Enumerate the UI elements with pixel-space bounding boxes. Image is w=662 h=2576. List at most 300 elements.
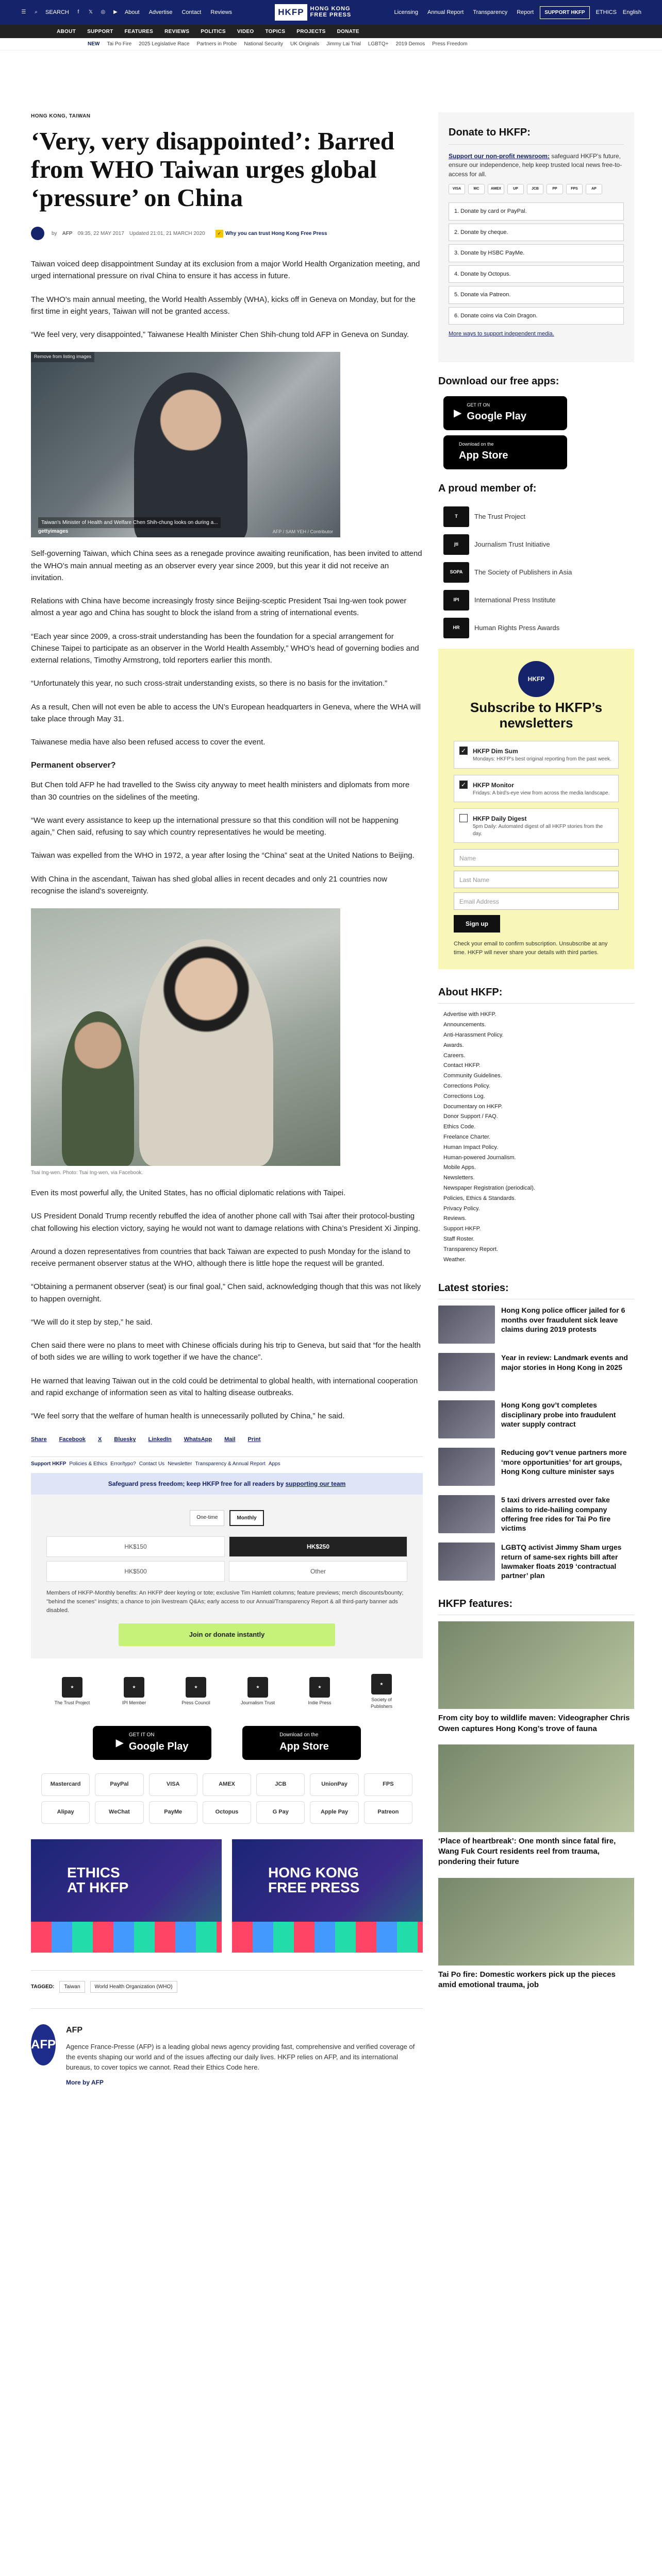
facebook-icon[interactable]: f (77, 9, 79, 15)
promo-1-line-2: AT HKFP (67, 1879, 129, 1895)
donate-option[interactable]: 1. Donate by card or PayPal. (449, 202, 624, 221)
top-bar-right (394, 6, 641, 19)
share-share[interactable]: Share (31, 1436, 47, 1443)
article-paragraph: Taiwanese media have also been refused access to cover the event. (31, 738, 266, 747)
feature-title[interactable]: Tai Po fire: Domestic workers pick up the pieces amid emotional trauma, job (438, 1970, 616, 1989)
about-link[interactable]: Weather. (443, 1256, 466, 1263)
badge-item[interactable] (175, 1677, 217, 1707)
advertise-link[interactable]: Advertise (148, 9, 173, 15)
freq-one-time[interactable]: One-time (190, 1510, 224, 1526)
logo-line-2: FREE PRESS (310, 12, 352, 18)
article-paragraph: Chen said there were no plans to meet with Chinese officials during his trip to Geneva, but said that “for the health of both sides we are willing to work together if we have the chance”. (31, 1341, 421, 1362)
about-link[interactable]: About (124, 9, 140, 15)
trending-item[interactable]: Tai Po Fire (107, 41, 132, 47)
latest-story[interactable] (438, 1448, 634, 1486)
promo-1-bar (31, 1922, 222, 1953)
newsletter-desc: 5pm Daily: Automated digest of all HKFP stories from the day. (473, 824, 603, 837)
byline-by: by (52, 230, 57, 236)
sidebar-as-small: Download on the (459, 441, 494, 447)
story-thumbnail (438, 1353, 495, 1391)
about-link[interactable]: Corrections Policy. (443, 1083, 490, 1090)
story-thumbnail (438, 1495, 495, 1533)
article-column (31, 112, 423, 2087)
about-link[interactable]: Human Impact Policy. (443, 1144, 499, 1150)
donate-options (449, 202, 624, 325)
share-facebook[interactable]: Facebook (59, 1436, 86, 1443)
member-name: Journalism Trust Initiative (474, 540, 550, 548)
badge-logo-icon: ★ (309, 1677, 330, 1698)
card-icon: VISA (449, 184, 465, 194)
youtube-icon[interactable]: ▶ (113, 9, 118, 15)
newsletter-name: HKFP Daily Digest (473, 815, 527, 823)
donate-option[interactable]: 3. Donate by HSBC PayMe. (449, 244, 624, 262)
story-thumbnail (438, 1400, 495, 1438)
about-link[interactable]: Awards. (443, 1042, 464, 1048)
donate-frequency (46, 1510, 407, 1526)
footer-link[interactable]: Policies & Ethics (69, 1461, 108, 1467)
about-link[interactable]: Reviews. (443, 1215, 467, 1222)
top-links-right (394, 8, 534, 17)
share-print[interactable]: Print (247, 1436, 261, 1443)
payment-logo: Patreon (364, 1801, 412, 1824)
payment-card-icons (449, 184, 624, 194)
google-play-icon: ▶ (115, 1737, 124, 1749)
payment-logo: G Pay (256, 1801, 305, 1824)
payment-logo: PayMe (149, 1801, 197, 1824)
article-paragraph: “Obtaining a permanent observer (seat) is our final goal,” Chen said, acknowledging though that this was not likely to happen overnight. (31, 1282, 421, 1303)
payment-logo: PayPal (95, 1773, 143, 1796)
member-item[interactable] (443, 534, 634, 555)
donate-title: Donate to HKFP: (449, 121, 624, 145)
promo-banners (31, 1839, 423, 1953)
payment-logo: WeChat (95, 1801, 143, 1824)
article-paragraph: But Chen told AFP he had travelled to the Swiss city anyway to meet health ministers and diplomats from more than 30 countries on the sidelines of the meeting. (31, 781, 410, 802)
nav-item-projects[interactable]: PROJECTS (296, 28, 326, 35)
story-title[interactable]: Hong Kong gov’t completes disciplinary probe into fraudulent water supply contract (501, 1401, 616, 1428)
card-icon: MC (468, 184, 485, 194)
figure-1 (31, 352, 423, 537)
payment-logo: Octopus (203, 1801, 251, 1824)
member-item[interactable] (443, 590, 634, 611)
join-donate-button[interactable]: Join or donate instantly (119, 1623, 335, 1646)
nav-item-donate[interactable]: DONATE (337, 28, 359, 35)
author-box-content (66, 2024, 423, 2087)
search-link[interactable]: SEARCH (45, 9, 69, 15)
donate-lead-link[interactable]: Support our non-profit newsroom: (449, 152, 550, 160)
newsletter-note: Check your email to confirm subscription. Unsubscribe at any time. HKFP will never share your details with third parties. (454, 941, 608, 956)
article-footer-links (31, 1456, 423, 1468)
badge-label: Indie Press (308, 1700, 332, 1706)
story-title[interactable]: Year in review: Landmark events and major stories in Hong Kong in 2025 (501, 1353, 628, 1371)
badge-item[interactable] (52, 1677, 93, 1707)
badge-logo-icon: ★ (247, 1677, 268, 1698)
article-paragraph: “We feel very, very disappointed,” Taiwanese Health Minister Chen Shih-chung told AFP in Geneva on Sunday. (31, 330, 409, 340)
badge-label: Journalism Trust (240, 1700, 275, 1706)
newsletter-checkbox[interactable]: ✓ (459, 781, 468, 789)
story-thumbnail (438, 1306, 495, 1344)
photo-subject-2 (139, 939, 273, 1166)
safeguard-banner (31, 1473, 423, 1495)
promo-2-line-2: FREE PRESS (268, 1879, 360, 1895)
promo-2-line-1: HONG KONG (268, 1864, 359, 1880)
about-link[interactable]: Policies, Ethics & Standards. (443, 1195, 516, 1201)
safeguard-link[interactable]: supporting our team (285, 1480, 346, 1487)
about-link[interactable]: Documentary on HKFP. (443, 1103, 503, 1110)
x-icon[interactable]: 𝕏 (88, 9, 93, 15)
promo-hkfp[interactable] (232, 1839, 423, 1953)
amount-250[interactable]: HK$250 (229, 1536, 407, 1557)
trending-item[interactable]: Partners in Probe (196, 41, 237, 47)
article-paragraph: US President Donald Trump recently rebuffed the idea of another phone call with Tsai after their protocol-busting chat following his election victory, saying he would not want to damage relations with China’s President Xi Jinping. (31, 1212, 420, 1233)
photo-inline-caption: Taiwan's Minister of Health and Welfare Chen Shih-chung looks on during a... (38, 517, 221, 528)
footer-link[interactable]: Contact Us (139, 1461, 165, 1467)
author-box-bio: Agence France-Presse (AFP) is a leading global news agency providing fast, comprehensive and verified coverage of the events shaping our world and of the issues affecting our daily lives. HKFP relies on AFP, and its international bureaus, to cover topics we cannot. Read their Ethics Code here. (66, 2042, 415, 2071)
share-mail[interactable]: Mail (224, 1436, 236, 1443)
story-thumbnail (438, 1543, 495, 1581)
newsletter-signup (438, 649, 634, 970)
share-links (31, 1435, 423, 1444)
licensing-link[interactable]: Licensing (394, 9, 419, 15)
latest-story[interactable] (438, 1353, 634, 1391)
newsletter-options (454, 741, 619, 843)
freq-monthly[interactable]: Monthly (229, 1510, 263, 1526)
tagged-row (31, 1970, 423, 1993)
badge-item[interactable] (361, 1674, 402, 1710)
newsletter-checkbox[interactable] (459, 814, 468, 822)
sidebar-as-label: App Store (459, 450, 508, 462)
feature-title[interactable]: ‘Place of heartbreak’: One month since fatal fire, Wang Fuk Court residents reel from trauma, pondering their future (438, 1836, 616, 1867)
tag-link[interactable]: World Health Organization (WHO) (90, 1981, 177, 1993)
newsletter-checkbox[interactable]: ✓ (459, 747, 468, 755)
byline (31, 230, 423, 238)
paragraphs-a (31, 258, 423, 341)
gp-label: Google Play (128, 1741, 189, 1753)
article-paragraph: “We want every assistance to keep up the international pressure so that this condition will not be happening again,” Chen said, refusing to say which country representatives he would be meeting. (31, 816, 399, 837)
badge-item[interactable] (237, 1677, 278, 1707)
promo-ethics[interactable] (31, 1839, 222, 1953)
member-name: The Society of Publishers in Asia (474, 568, 572, 576)
badge-item[interactable] (113, 1677, 155, 1707)
donate-benefits: Members of HKFP-Monthly benefits: An HKFP deer keyring or tote; exclusive Tim Hamlett columns; feature previews; merch discounts/bounty; "behind the scenes" insights; a chance to join livestream Q&As; early access to our Annual/Transparency Report & all third-party banner ads disabled. (46, 1589, 404, 1614)
updated-date: Updated 21:01, 21 MARCH 2020 (129, 230, 205, 236)
main-nav (0, 25, 662, 38)
payment-logo: FPS (364, 1773, 412, 1796)
trending-item[interactable]: Press Freedom (432, 41, 468, 47)
card-icon: AP (586, 184, 602, 194)
safeguard-text: Safeguard press freedom; keep HKFP free for all readers by (108, 1480, 286, 1487)
signup-button[interactable]: Sign up (454, 915, 500, 933)
nav-item-about[interactable]: ABOUT (57, 28, 76, 35)
google-play-button[interactable] (93, 1726, 211, 1760)
article-paragraph: As a result, Chen will not even be able to access the UN’s European headquarters in Geneva, where the WHA will take place through May 31. (31, 702, 421, 723)
photo-2-caption: Tsai Ing-wen. Photo: Tsai Ing-wen, via Facebook. (31, 1170, 143, 1176)
photo-subject (134, 372, 247, 537)
about-link[interactable]: Human-powered Journalism. (443, 1154, 516, 1161)
report-link[interactable]: Report (517, 9, 534, 15)
more-ways-link[interactable]: More ways to support independent media. (449, 331, 554, 337)
article-title: ‘Very, very disappointed’: Barred from WHO Taiwan urges global ‘pressure’ on China (31, 127, 395, 212)
share-x[interactable]: X (97, 1436, 102, 1443)
donate-option[interactable]: 5. Donate via Patreon. (449, 286, 624, 304)
published-date: 09:35, 22 MAY 2017 (77, 230, 124, 236)
story-title[interactable]: Reducing gov’t venue partners more ‘more opportunities’ for art groups, Hong Kong culture minister says (501, 1448, 627, 1476)
figure-2 (31, 908, 423, 1177)
logo-mark: HKFP (275, 4, 307, 21)
card-icon: AMEX (488, 184, 504, 194)
badge-logo-icon: ★ (186, 1677, 206, 1698)
about-link[interactable]: Advertise with HKFP. (443, 1011, 496, 1018)
site-logo[interactable] (275, 4, 351, 21)
trending-label: NEW (88, 41, 100, 47)
donate-option[interactable]: 6. Donate coins via Coin Dragon. (449, 307, 624, 325)
paragraphs-d (31, 1187, 423, 1422)
article-paragraph: With China in the ascendant, Taiwan has shed global allies in recent decades and only 21 countries now recognise the island’s sovereignty. (31, 874, 387, 895)
footer-link[interactable]: Transparency & Annual Report (195, 1461, 266, 1467)
article-category[interactable]: HONG KONG, TAIWAN (31, 113, 91, 119)
features-title: HKFP features: (438, 1596, 634, 1615)
feature-image[interactable] (438, 1744, 634, 1832)
about-link[interactable]: Privacy Policy. (443, 1205, 480, 1212)
feature-image[interactable] (438, 1878, 634, 1965)
author-box-avatar[interactable]: AFP (31, 2024, 56, 2065)
app-store-button[interactable] (242, 1726, 361, 1760)
payment-logo: VISA (149, 1773, 197, 1796)
about-link[interactable]: Staff Roster. (443, 1235, 475, 1242)
share-bluesky[interactable]: Bluesky (114, 1436, 136, 1443)
promo-2-bar (232, 1922, 423, 1953)
member-list (438, 506, 634, 638)
trending-item[interactable]: LGBTQ+ (368, 41, 389, 47)
footer-link[interactable]: Newsletter (168, 1461, 192, 1467)
article-paragraph: Taiwan voiced deep disappointment Sunday at its exclusion from a major World Health Organization meeting, and urged international pressure on rival China to ensure it has access in future. (31, 260, 420, 281)
paragraphs-c (31, 779, 423, 897)
footer-link[interactable]: Apps (268, 1461, 280, 1467)
trust-text: Why you can trust Hong Kong Free Press (225, 230, 327, 236)
article-paragraph: Around a dozen representatives from countries that back Taiwan are expected to push Monday for the island to receive permanent observer status at the WHO, although there is little hope the request will be granted. (31, 1247, 410, 1268)
donate-text: safeguard HKFP’s future, ensure our independence, help keep trusted local news free-to-access for all. (449, 152, 622, 178)
trending-item[interactable]: National Security (244, 41, 283, 47)
about-link[interactable]: Freelance Charter. (443, 1134, 491, 1141)
nav-item-support[interactable]: SUPPORT (87, 28, 113, 35)
latest-story[interactable] (438, 1543, 634, 1581)
tagged-label: TAGGED: (31, 1984, 55, 1990)
top-bar-left (21, 8, 232, 17)
amount-other[interactable]: Other (229, 1561, 407, 1582)
ethics-link[interactable]: ETHICS (595, 9, 617, 15)
about-list (438, 1010, 634, 1265)
badge-item[interactable] (299, 1677, 340, 1707)
nav-item-topics[interactable]: TOPICS (265, 28, 286, 35)
badge-logo-icon: ★ (62, 1677, 82, 1698)
photo-chen-shih-chung (31, 352, 340, 537)
about-title: About HKFP: (438, 985, 634, 1004)
tag-link[interactable]: Taiwan (59, 1981, 85, 1993)
feature-image[interactable] (438, 1621, 634, 1709)
payment-logo: JCB (256, 1773, 305, 1796)
payment-logo: UnionPay (310, 1773, 358, 1796)
article-paragraph: Even its most powerful ally, the United States, has no official diplomatic relations with Taipei. (31, 1189, 346, 1198)
member-item[interactable] (443, 562, 634, 583)
article-paragraph: “Each year since 2009, a cross-strait understanding has been the foundation for a special arrangement for Chinese Taipei to participate as an observer in the World Health Assembly,” WHO’s head of governing bodies and external relations, Timothy Armstrong, told reporters earlier this month. (31, 632, 419, 665)
menu-icon[interactable]: ☰ (21, 9, 26, 15)
sidebar (438, 112, 634, 2087)
badge-logo-icon: ★ (124, 1677, 144, 1698)
newsletter-option[interactable] (454, 741, 619, 769)
reviews-link[interactable]: Reviews (210, 9, 232, 15)
photo-agency: AFP / SAM YEH / Contributor (272, 529, 333, 534)
search-icon[interactable]: ⌕ (35, 9, 38, 15)
footer-link[interactable]: Support HKFP (31, 1461, 67, 1467)
amount-500[interactable]: HK$500 (46, 1561, 225, 1582)
subhead: Permanent observer? (31, 761, 116, 770)
about-link[interactable]: Support HKFP. (443, 1226, 481, 1232)
author-box-name[interactable]: AFP (66, 2025, 82, 2035)
about-link[interactable]: Community Guidelines. (443, 1073, 502, 1079)
feature-title[interactable]: From city boy to wildlife maven: Videographer Chris Owen captures Hong Kong’s trove of fauna (438, 1714, 630, 1733)
member-logo-icon: HR (443, 618, 469, 638)
trending-item[interactable]: Jimmy Lai Trial (326, 41, 361, 47)
support-button[interactable]: SUPPORT HKFP (540, 6, 589, 19)
trust-icon: ✓ (216, 230, 224, 238)
last-name-input[interactable]: Last Name (454, 871, 619, 888)
getty-watermark: gettyimages (38, 529, 69, 535)
first-name-input[interactable]: Name (454, 849, 619, 867)
card-icon: JCB (527, 184, 543, 194)
newsletter-option[interactable] (454, 775, 619, 803)
transparency-link[interactable]: Transparency (473, 9, 508, 15)
paragraphs-b (31, 548, 423, 748)
donate-intro (449, 152, 624, 179)
badge-logo-icon: ★ (371, 1674, 392, 1694)
trending-item[interactable]: 2019 Demos (395, 41, 425, 47)
badge-row (31, 1658, 423, 1723)
article-paragraph: He warned that leaving Taiwan out in the cold could be detrimental to global health, with international cooperation and rapid exchange of information seen as vital to halting disease outbreaks. (31, 1376, 418, 1397)
about-link[interactable]: Mobile Apps. (443, 1164, 476, 1171)
newsletter-desc: Fridays: A bird's-eye view from across the media landscape. (473, 790, 610, 796)
promo-1-line-1: ETHICS (67, 1864, 120, 1880)
payment-logo: Alipay (41, 1801, 90, 1824)
logo-line-1: HONG KONG (310, 6, 351, 12)
gp-small: GET IT ON (128, 1732, 155, 1738)
about-link[interactable]: Contact HKFP. (443, 1062, 481, 1069)
badge-label: Society of Publishers (370, 1697, 393, 1709)
as-label: App Store (279, 1741, 329, 1753)
nav-item-politics[interactable]: POLITICS (201, 28, 226, 35)
contact-link[interactable]: Contact (181, 9, 202, 15)
member-logo-icon: jti (443, 534, 469, 555)
story-title[interactable]: Hong Kong police officer jailed for 6 months over fraudulent sick leave claims during 2019 protests (501, 1306, 625, 1333)
member-logo-icon: IPI (443, 590, 469, 611)
share-linkedin[interactable]: LinkedIn (148, 1436, 172, 1443)
trending-item[interactable]: UK Originals (290, 41, 320, 47)
payment-logo: Mastercard (41, 1773, 90, 1796)
top-links (125, 8, 232, 17)
member-item[interactable] (443, 618, 634, 638)
logo-text (310, 6, 352, 18)
about-link[interactable]: Newspaper Registration (periodical). (443, 1185, 535, 1191)
badge-label: Press Council (181, 1700, 210, 1706)
payment-logo: Apple Pay (310, 1801, 358, 1824)
article-paragraph: The WHO’s main annual meeting, the World Health Assembly (WHA), kicks off in Geneva on Monday, but for the first time in eight years, Taiwan will not be granted access. (31, 295, 416, 316)
sidebar-gp-icon: ▶ (454, 407, 462, 419)
sidebar-google-play[interactable] (443, 396, 567, 430)
download-apps-title: Download our free apps: (438, 375, 559, 387)
donate-option[interactable]: 4. Donate by Octopus. (449, 265, 624, 283)
about-link[interactable]: Transparency Report. (443, 1246, 498, 1252)
about-link[interactable]: Corrections Log. (443, 1093, 485, 1099)
more-by-author-link[interactable]: More by AFP (66, 2078, 104, 2086)
newsletter-text (473, 814, 613, 837)
top-bar (0, 0, 662, 25)
sidebar-app-store[interactable] (443, 435, 567, 469)
about-link[interactable]: Donor Support / FAQ. (443, 1113, 498, 1120)
sidebar-donate (438, 112, 634, 362)
nav-item-reviews[interactable]: REVIEWS (164, 28, 190, 35)
photo-tsai-ing-wen (31, 908, 340, 1166)
byline-author[interactable]: AFP (62, 230, 73, 236)
about-link[interactable]: Announcements. (443, 1022, 486, 1028)
trust-link[interactable] (216, 230, 327, 238)
photo-credit-note: Remove from listing images (31, 352, 94, 362)
payment-methods (31, 1773, 423, 1824)
story-title[interactable]: LGBTQ activist Jimmy Sham urges return of same-sex rights bill after lawmaker floats 2019 ‘contractual partner’ plan (501, 1543, 622, 1580)
about-link[interactable]: Ethics Code. (443, 1124, 476, 1130)
nav-item-features[interactable]: FEATURES (124, 28, 154, 35)
latest-title: Latest stories: (438, 1280, 634, 1299)
article-paragraph: Self-governing Taiwan, which China sees as a renegade province awaiting reunification, has been invited to attend the WHO’s main annual meeting as an observer every year since 2009, but this year it did not receive an invitation. (31, 549, 422, 582)
badge-label: The Trust Project (54, 1700, 90, 1706)
photo-subject-3 (62, 1011, 134, 1166)
newsletter-name: HKFP Dim Sum (473, 748, 518, 755)
annual-report-link[interactable]: Annual Report (427, 9, 464, 15)
story-title[interactable]: 5 taxi drivers arrested over fake claims to ride-hailing company offering free rides for Tai Po fire victims (501, 1496, 611, 1532)
footer-link[interactable]: Error/typo? (110, 1461, 136, 1467)
share-whatsapp[interactable]: WhatsApp (184, 1436, 212, 1443)
donate-option[interactable]: 2. Donate by cheque. (449, 224, 624, 242)
app-store-buttons (31, 1726, 423, 1760)
payment-logo: AMEX (203, 1773, 251, 1796)
amount-150[interactable]: HK$150 (46, 1536, 225, 1557)
sidebar-gp-label: Google Play (467, 411, 526, 422)
member-logo-icon: SOPA (443, 562, 469, 583)
newsletter-option[interactable] (454, 808, 619, 843)
latest-story[interactable] (438, 1306, 634, 1344)
trending-item[interactable]: 2025 Legislative Race (139, 41, 190, 47)
member-item[interactable] (443, 506, 634, 527)
nav-item-video[interactable]: VIDEO (237, 28, 254, 35)
article-paragraph: “We will do it step by step,” he said. (31, 1317, 153, 1327)
about-link[interactable]: Anti-Harassment Policy. (443, 1032, 504, 1039)
page-body (0, 112, 662, 2087)
email-input[interactable]: Email Address (454, 892, 619, 910)
member-name: Human Rights Press Awards (474, 623, 560, 632)
newsletter-logo: HKFP (518, 661, 554, 697)
about-link[interactable]: Newsletters. (443, 1175, 475, 1181)
about-link[interactable]: Careers. (443, 1052, 466, 1059)
latest-stories (438, 1306, 634, 1581)
article-paragraph: “We feel sorry that the welfare of human health is unnecessarily polluted by China,” he said. (31, 1412, 345, 1421)
language-select[interactable]: English (622, 9, 641, 15)
newsletter-name: HKFP Monitor (473, 781, 514, 789)
latest-story[interactable] (438, 1400, 634, 1438)
instagram-icon[interactable]: ◎ (101, 9, 106, 15)
features-list (438, 1621, 634, 1990)
latest-story[interactable] (438, 1495, 634, 1533)
member-title: A proud member of: (438, 482, 537, 494)
article-paragraph: Relations with China have become increasingly frosty since Beijing-sceptic President Tsai Ing-wen took power almost a year ago and China has sought to block the island from a string of international events. (31, 597, 407, 618)
newsletter-desc: Mondays: HKFP's best original reporting from the past week. (473, 756, 611, 762)
card-icon: UP (507, 184, 524, 194)
